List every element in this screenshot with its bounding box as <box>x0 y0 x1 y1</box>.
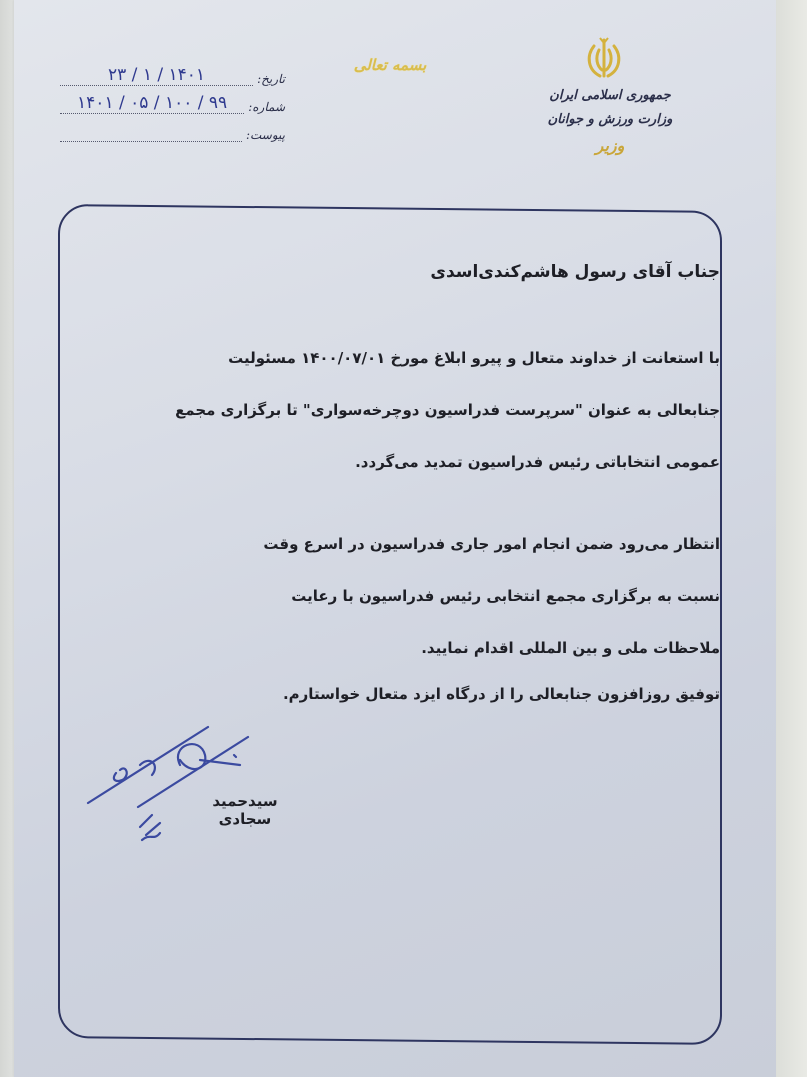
number-row <box>60 86 285 114</box>
date-label: تاریخ: <box>257 72 285 86</box>
number-value: ۹۹ / ۱۰۰ / ۰۵ / ۱۴۰۱ <box>60 94 244 114</box>
office-title: وزیر <box>595 136 625 155</box>
paragraph-2 <box>80 518 720 674</box>
number-label: شماره: <box>248 100 285 114</box>
background-left <box>0 0 14 1077</box>
background-right <box>776 0 807 1077</box>
paragraph-2-line: ملاحظات ملی و بین المللی اقدام نمایید. <box>421 639 720 657</box>
date-row <box>60 58 285 86</box>
organization-header <box>540 84 680 158</box>
org-line-country: جمهوری اسلامی ایران <box>549 88 671 103</box>
letter-meta <box>60 58 285 142</box>
attachment-value <box>60 140 242 142</box>
paragraph-1-line: جنابعالی به عنوان "سرپرست فدراسیون دوچرخه‌سواری" تا برگزاری مجمع <box>175 401 720 419</box>
iran-emblem-icon <box>580 34 628 82</box>
paragraph-2-line: انتظار می‌رود ضمن انجام امور جاری فدراسیون در اسرع وقت <box>263 535 720 553</box>
paragraph-1-line: با استعانت از خداوند متعال و پیرو ابلاغ مورخ ۱۴۰۰/۰۷/۰۱ مسئولیت <box>228 349 720 367</box>
paragraph-2-line: نسبت به برگزاری مجمع انتخابی رئیس فدراسیون با رعایت <box>291 587 720 605</box>
closing-line: توفیق روزافزون جنابعالی را از درگاه ایزد متعال خواستارم. <box>282 685 720 703</box>
date-value: ۱۴۰۱ / ۱ / ۲۳ <box>60 66 253 86</box>
org-line-ministry: وزارت ورزش و جوانان <box>547 112 673 127</box>
signer-name: سیدحمید سجادی <box>212 792 278 828</box>
paragraph-1-line: عمومی انتخاباتی رئیس فدراسیون تمدید می‌گردد. <box>355 453 720 471</box>
salutation: جناب آقای رسول هاشم‌کندی‌اسدی <box>430 262 720 282</box>
paragraph-1 <box>80 332 720 488</box>
attachment-label: پیوست: <box>245 128 285 142</box>
letter-body <box>80 262 720 714</box>
basmala: بسمه تعالی <box>353 56 427 74</box>
attachment-row <box>60 114 285 142</box>
